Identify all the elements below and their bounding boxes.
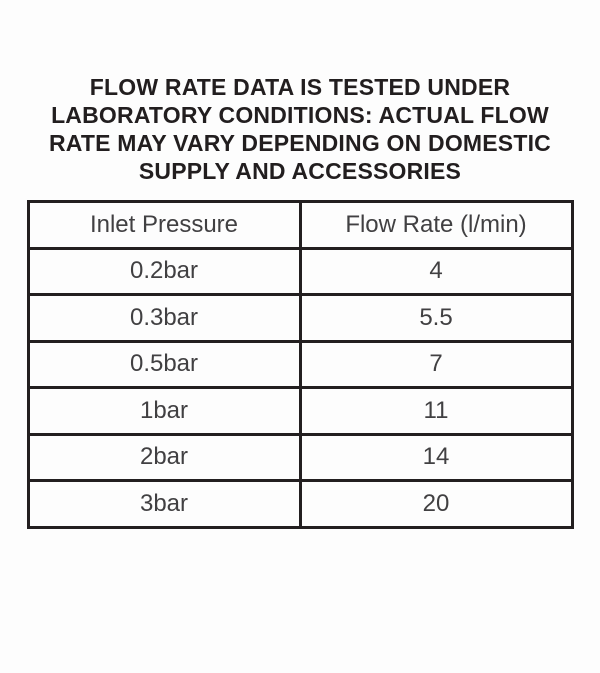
flow-rate-cell: 11 — [300, 388, 572, 435]
table-row — [28, 388, 572, 435]
flow-rate-cell: 7 — [300, 341, 572, 388]
flow-rate-cell: 14 — [300, 434, 572, 481]
page — [0, 73, 600, 673]
table-row — [28, 434, 572, 481]
flow-rate-cell: 4 — [300, 248, 572, 295]
table-row — [28, 295, 572, 342]
notice-line-4: SUPPLY AND ACCESSORIES — [138, 158, 462, 184]
inlet-pressure-cell: 1bar — [28, 388, 300, 435]
inlet-pressure-cell: 3bar — [28, 481, 300, 528]
table-row — [28, 481, 572, 528]
inlet-pressure-cell: 0.3bar — [28, 295, 300, 342]
column-header-flow-rate: Flow Rate (l/min) — [300, 202, 572, 249]
table-row — [28, 248, 572, 295]
inlet-pressure-cell: 0.5bar — [28, 341, 300, 388]
column-header-inlet-pressure: Inlet Pressure — [28, 202, 300, 249]
table-row — [28, 341, 572, 388]
flow-rate-cell: 20 — [300, 481, 572, 528]
notice-line-1: FLOW RATE DATA IS TESTED UNDER — [89, 74, 511, 100]
table-header-row — [28, 202, 572, 249]
notice-line-3: RATE MAY VARY DEPENDING ON DOMESTIC — [49, 130, 551, 156]
inlet-pressure-cell: 0.2bar — [28, 248, 300, 295]
flow-rate-cell: 5.5 — [300, 295, 572, 342]
flow-rate-notice — [30, 73, 570, 185]
inlet-pressure-cell: 2bar — [28, 434, 300, 481]
flow-rate-table — [27, 200, 574, 529]
notice-line-2: LABORATORY CONDITIONS: ACTUAL FLOW — [51, 102, 549, 128]
